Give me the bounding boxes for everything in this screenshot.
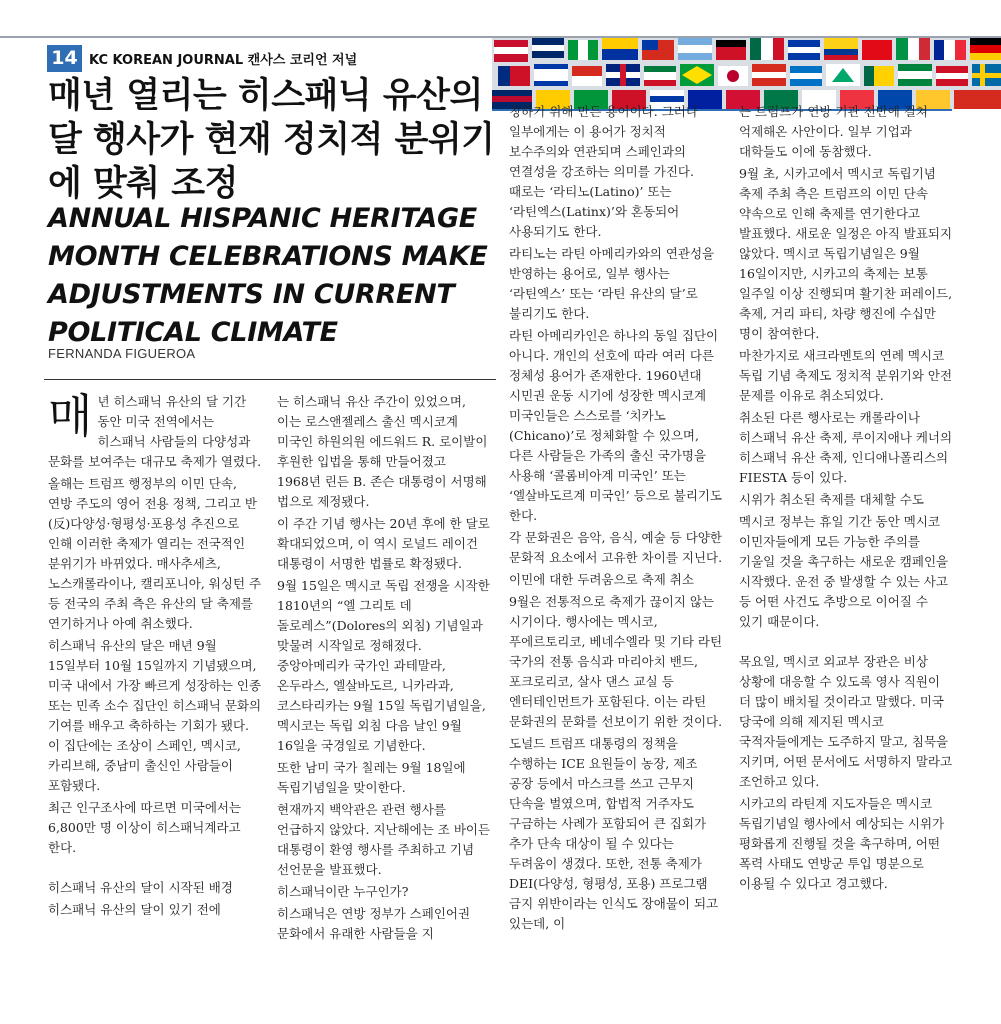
paragraph: 9월 15일은 멕시코 독립 전쟁을 시작한 1810년의 “엘 그리토 데 돌로레스”(Dolores의 외침) 기념일과 맞물려 시작일로 정해졌다. 중앙아메리카 국가인 과테말라, 온두라스, 엘살바도르, 니카라과, 코스타리카는 9월 15일 독립기념일을, 멕시코는 독립 외침 다음 날인 9월 16일을 국경일로 기념한다. [277,578,490,753]
paragraph: 또한 남미 국가 칠레는 9월 18일에 독립기념일을 맞이한다. [277,760,466,795]
flags-icon [492,38,1001,109]
paragraph: 도널드 트럼프 대통령의 정책을 수행하는 ICE 요원들이 농장, 제조 공장 등에서 마스크를 쓰고 근무지 단속을 벌였으며, 합법적 거주자도 구금하는 사례가 포함되어 큰 집회가 추가 단속 대상이 될 수 있다는 두려움이 생겼다. 또한, 전통 축제가 DEI(다양성, 형평성, 포용) 프로그램 금지 위반이라는 인식도 장애물이 되고 있는데, 이 [509,736,719,931]
article-column-4 [739,102,956,987]
section-heading: 이민에 대한 두려움으로 축제 취소 [509,572,694,587]
korean-headline: 매년 열리는 히스패닉 유산의 달 행사가 현재 정치적 분위기에 맞춰 조정 [48,76,495,204]
paragraph [48,392,262,472]
article-column-1 [48,392,262,992]
paragraph: 히스패닉 유산의 달은 매년 9월 15일부터 10월 15일까지 기념됐으며, 미국 내에서 가장 빠르게 성장하는 인종 또는 민족 소수 집단인 히스패닉 문화의 기여를 배우고 축하하는 기회가 됐다. 이 집단에는 조상이 스페인, 멕시코, 카리브해, 중남미 출신인 사람들이 포함됐다. [48,638,262,793]
paragraph: 9월 초, 시카고에서 멕시코 독립기념 축제 주최 측은 트럼프의 이민 단속 약속으로 인해 축제를 연기한다고 발표했다. 새로운 일정은 아직 발표되지 않았다. 멕시코 독립기념일은 9월 16일이지만, 시카고의 축제는 보통 일주일 이상 진행되며 활기찬 퍼레이드, 축제, 거리 파티, 차량 행진에 수십만 명이 참여한다. [739,166,953,341]
paragraph: 이 주간 기념 행사는 20년 후에 한 달로 확대되었으며, 이 역시 로널드 레이건 대통령이 서명한 법률로 확정됐다. [277,516,490,571]
paragraph: 취소된 다른 행사로는 캐롤라이나 히스패닉 유산 축제, 루이지애나 케너의 히스패닉 유산 축제, 인디애나폴리스의 FIESTA 등이 있다. [739,410,953,485]
section-heading: 시위가 취소된 축제를 대체할 수도 [739,492,924,507]
paragraph: 는 히스패닉 유산 주간이 있었으며, 이는 로스앤젤레스 출신 멕시코계 미국인 하원의원 에드워드 R. 로이발이 후원한 입법을 통해 만들어졌고 1968년 린든 B. 존슨 대통령이 서명해 법으로 제정됐다. [277,394,488,509]
paragraph: 최근 인구조사에 따르면 미국에서는 6,800만 명 이상이 히스패닉계라고 한다. [48,800,242,855]
paragraph: 히스패닉은 연방 정부가 스페인어권 문화에서 유래한 사람들을 지 [277,906,471,941]
paragraph: 라틴 아메리카인은 하나의 동일 집단이 아니다. 개인의 선호에 따라 여러 다른 정체성 용어가 존재한다. 1960년대 시민권 운동 시기에 성장한 멕시코계 미국인들은 스스로를 ‘치카노(Chicano)’로 정체화할 수 있으며, 다른 사람들은 가족의 출신 국가명을 사용해 ‘콜롬비아계 미국인’ 또는 ‘엘살바도르계 미국인’ 등으로 불리기도 한다. [509,328,723,523]
drop-cap: 매 [48,392,93,443]
section-heading: 히스패닉 유산의 달이 시작된 배경 [48,880,233,895]
flags-banner-image [492,38,1001,109]
paragraph: 라티노는 라틴 아메리카와의 연관성을 반영하는 용어로, 일부 행사는 ‘라틴엑스’ 또는 ‘라틴 유산의 달’로 불리기도 한다. [509,246,715,321]
journal-name: KC KOREAN JOURNAL 캔사스 코리언 저널 [89,53,358,68]
english-headline: ANNUAL HISPANIC HERITAGE MONTH CELEBRATIONS MAKE ADJUSTMENTS IN CURRENT POLITICAL CLIMATE [48,203,488,348]
paragraph: 칭하기 위해 만든 용어이다. 그러나 일부에게는 이 용어가 정치적 보수주의와 연관되며 스페인과의 연결성을 강조하는 의미를 가진다. 때로는 ‘라티노(Latino)’ 또는 ‘라틴엑스(Latinx)’와 혼동되어 사용되기도 한다. [509,104,698,239]
paragraph: 현재까지 백악관은 관련 행사를 언급하지 않았다. 지난해에는 조 바이든 대통령이 환영 행사를 주최하고 기념 선언문을 발표했다. [277,802,491,877]
paragraph: 히스패닉 유산의 달이 있기 전에 [48,902,221,917]
paragraph: 각 문화권은 음악, 음식, 예술 등 다양한 문화적 요소에서 고유한 차이를 지닌다. [509,530,723,565]
paragraph: 는 트럼프가 연방 기관 전반에 걸쳐 억제해온 사안이다. 일부 기업과 대학들도 이에 동참했다. [739,104,928,159]
article-column-2 [277,392,493,992]
paragraph-text: 년 히스패닉 유산의 달 기간 동안 미국 전역에서는 히스패닉 사람들의 다양성과 문화를 보여주는 대규모 축제가 열렸다. [48,394,262,469]
page-number: 14 [47,45,82,72]
paragraph: 멕시코 정부는 휴일 기간 동안 멕시코 이민자들에게 모든 가능한 주의를 기울일 것을 촉구하는 새로운 캠페인을 시작했다. 운전 중 발생할 수 있는 사고 등 어떤 사건도 추방으로 이어질 수 있기 때문이다. [739,514,949,629]
author-byline: FERNANDA FIGUEROA [48,346,196,361]
paragraph: 목요일, 멕시코 외교부 장관은 비상 상황에 대응할 수 있도록 영사 직원이 더 많이 배치될 것이라고 말했다. 미국 당국에 의해 제지된 멕시코 국적자들에게는 도주하지 말고, 침묵을 지키며, 어떤 문서에도 서명하지 말라고 조언하고 있다. [739,654,953,789]
byline-rule [44,379,496,380]
paragraph: 9월은 전통적으로 축제가 끊이지 않는 시기이다. 행사에는 멕시코, 푸에르토리코, 베네수엘라 및 기타 라틴 국가의 전통 음식과 마리아치 밴드, 포크로리코, 살사 댄스 교실 등 엔터테인먼트가 포함된다. 이는 라틴 문화권의 문화를 선보이기 위한 것이다. [509,594,723,729]
paragraph: 시카고의 라틴계 지도자들은 멕시코 독립기념일 행사에서 예상되는 시위가 평화롭게 진행될 것을 촉구하며, 어떤 폭력 사태도 연방군 투입 명분으로 이용될 수 있다고 경고했다. [739,796,945,891]
article-column-3 [509,102,725,987]
section-heading: 히스패닉이란 누구인가? [277,884,409,899]
paragraph: 마찬가지로 새크라멘토의 연례 멕시코 독립 기념 축제도 정치적 분위기와 안전 문제를 이유로 취소되었다. [739,348,953,403]
paragraph: 올해는 트럼프 행정부의 이민 단속, 연방 주도의 영어 전용 정책, 그리고 반(反)다양성·형평성·포용성 추진으로 인해 이러한 축제가 열리는 전국적인 분위기가 바뀌었다. 매사추세츠, 노스캐롤라이나, 캘리포니아, 워싱턴 주 등 전국의 주최 측은 유산의 달 축제를 연기하거나 아예 취소했다. [48,476,262,631]
